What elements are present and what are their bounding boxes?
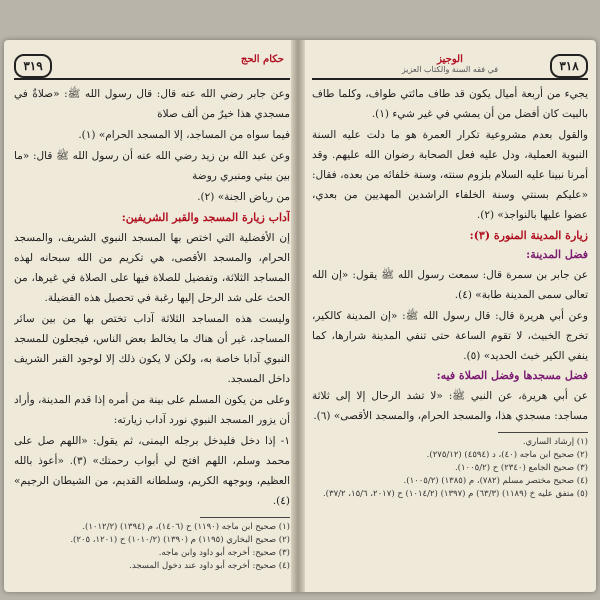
right-page-number: ٣١٨ — [550, 54, 588, 78]
footnote-separator — [200, 517, 290, 518]
left-page — [14, 52, 290, 580]
book-gutter — [291, 40, 305, 592]
right-paragraph: يجيء من أربعة أميال يكون قد طاف مائتي طواف، وكلما طاف بالبيت كان أفضل من أن يمشي في غير شيء (١). — [312, 88, 588, 120]
right-paragraph: وعن أبي هريرة قال: قال رسول الله ﷺ: «إن المدينة كالكير، تخرج الخبيث، لا تقوم الساعة حتى تنفي المدينة شرارها، كما ينفي الكير خبث الحديد» (٥). — [312, 310, 588, 362]
right-paragraph: والقول بعدم مشروعية تكرار العمرة هو ما دلت عليه السنة النبوية العملية، ودل عليه فعل الصحابة رضوان الله عليهم. وقد أمرنا نبينا عليه السلام بلزوم سنته، وسنة خلفائه من بعده، فقال: «عليكم بسنتي وسنة الخلفاء الراشدين المهديين من بعدي، عضوا عليها بالنواجذ» (٢). — [312, 129, 588, 221]
right-subheading: فضل مسجدها وفضل الصلاة فيه: — [436, 369, 588, 382]
right-footnote: (٣) صحيح الجامع (٢٣٤٠) ح (١٠٠٥/٢). — [454, 463, 588, 473]
left-paragraph: وعلى من يكون المسلم على بينة من أمره إذا قدم المدينة، وأراد أن يزور المسجد النبوي نورد آداب زيارته: — [14, 394, 290, 426]
right-footnote: (٥) متفق عليه خ (١١٨٩) (٦٣/٣) م (١٣٩٧) (١٠١٤/٢) ح (٢٠١٧، ١٥/٦، ٣٧/٢). — [322, 489, 588, 499]
left-paragraph: من رياض الجنة» (٢). — [197, 191, 290, 203]
right-running-head — [352, 54, 548, 74]
left-footnote: (٢) صحيح البخاري (١١٩٥) م (١٣٩٠) (١٠١٠/٢) ح (١٢٠١، ٢٠٥). — [70, 535, 290, 545]
right-section-title: زيارة المدينة المنورة (٣): — [469, 229, 588, 242]
left-running-head: حكام الحج — [240, 54, 284, 65]
right-footnote: (١) إرشاد الساري. — [522, 437, 588, 447]
left-footnote: (٣) صحيح: أخرجه أبو داود وابن ماجه. — [158, 548, 290, 558]
left-paragraph: وعن عبد الله بن زيد رضي الله عنه أن رسول الله ﷺ قال: «ما بين بيتي ومنبري روضة — [14, 150, 290, 182]
right-footnote: (٢) صحيح ابن ماجه (٤٠)، د (٤٥٩٤) (٢٧٥/١٢). — [426, 450, 588, 460]
footnote-separator — [498, 432, 588, 433]
left-paragraph: فيما سواه من المساجد، إلا المسجد الحرام» (١). — [78, 129, 290, 141]
left-paragraph: ١- إذا دخل فليدخل برجله اليمنى، ثم يقول: «اللهم صل على محمد وسلم، اللهم افتح لي أبواب رحمتك» (٣). «أعوذ بالله العظيم، وبوجهه الكريم، وسلطانه القديم، من الشيطان الرجيم» (٤). — [14, 435, 290, 507]
left-section-title: آداب زيارة المسجد والقبر الشريفين: — [121, 211, 290, 224]
left-footnote: (٤) صحيح: أخرجه أبو داود عند دخول المسجد. — [129, 561, 290, 571]
left-paragraph: وعن جابر رضي الله عنه قال: قال رسول الله ﷺ: «صلاةٌ في مسجدي هذا خيرٌ من ألف صلاة — [14, 88, 290, 120]
right-footnote: (٤) صحيح مختصر مسلم (٧٨٢)، م (١٣٨٥) (١٠٠٥/٢). — [403, 476, 588, 486]
left-paragraph: إن الأفضلية التي اختص بها المسجد النبوي الشريف، والمسجد الحرام، والمسجد الأقصى، هي تكريم من الله سبحانه لهذه المساجد الثلاثة، وتفضيل للصلاة فيها على الصلاة في غيرها، من الحث على شد الرحل إليها رغبة في تحصيل هذه الفضيلة. — [14, 232, 290, 304]
running-head-title: الوجيز — [437, 54, 463, 65]
right-paragraph: عن جابر بن سمرة قال: سمعت رسول الله ﷺ يقول: «إن الله تعالى سمى المدينة طابة» (٤). — [312, 269, 588, 301]
right-subheading: فضل المدينة: — [526, 248, 588, 261]
left-page-number: ٣١٩ — [14, 54, 52, 78]
right-page-header — [312, 52, 588, 80]
right-page — [312, 52, 588, 580]
running-head-subtitle: في فقه السنة والكتاب العزيز — [401, 65, 499, 74]
left-paragraph: وليست هذه المساجد الثلاثة آداب تختص بها من بين سائر المساجد، غير أن هناك ما يخالط بعض الناس، فيجعلون للمسجد النبوي آدابا خاصة به، ولكن لا يكون ذلك إلا لوجود القبر الشريف داخل المسجد. — [14, 313, 290, 385]
left-page-header — [14, 52, 290, 80]
left-footnote: (١) صحيح ابن ماجه (١١٩٠) ح (١٤٠٦)، م (١٣٩٤) (١٠١٢/٢). — [82, 522, 290, 532]
right-paragraph: عن أبي هريرة، عن النبي ﷺ: «لا تشد الرحال إلا إلى ثلاثة مساجد: مسجدي هذا، والمسجد الحرام، والمسجد الأقصى» (٦). — [312, 390, 588, 422]
